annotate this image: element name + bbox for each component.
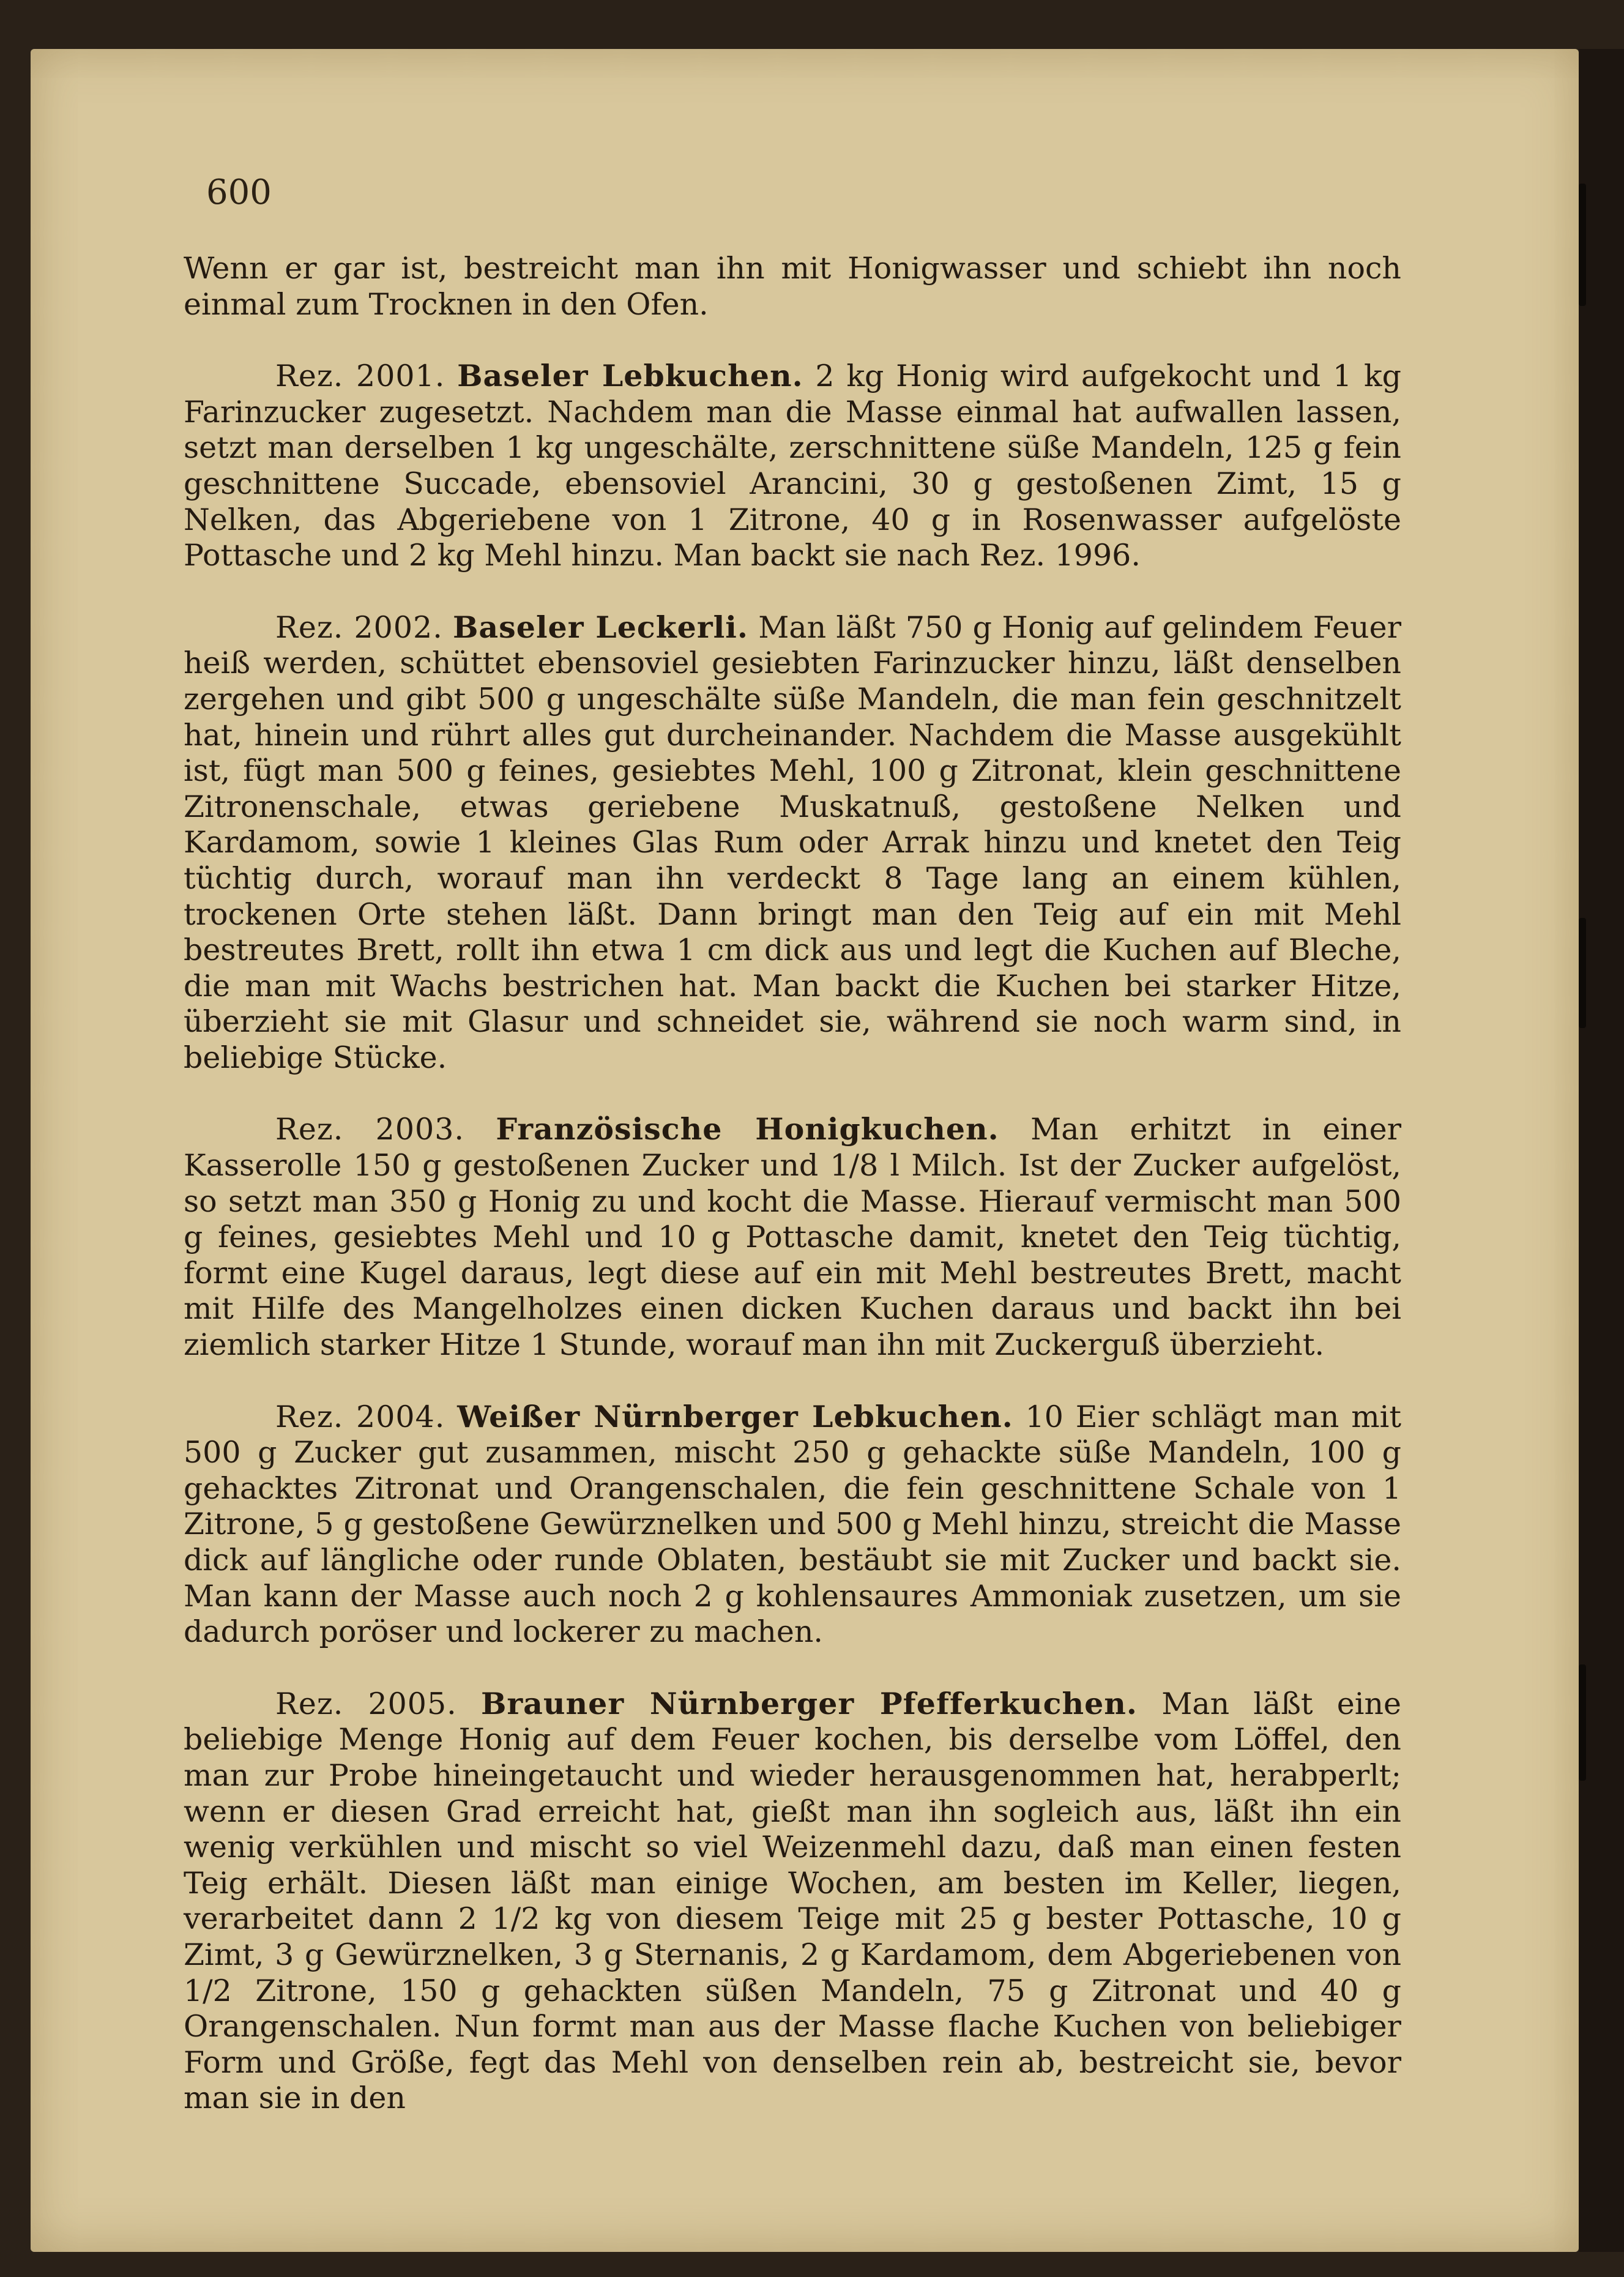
recipe-title: Weißer Nürnberger Lebkuchen.: [457, 1398, 1013, 1434]
recipe-2005: [184, 1686, 1401, 2117]
recipe-number: Rez. 2005.: [275, 1686, 457, 1721]
recipe-title: Baseler Lebkuchen.: [457, 358, 803, 394]
recipe-body: Man läßt 750 g Honig auf gelindem Feuer heiß werden, schüttet ebensoviel gesiebten Farinzucker hinzu, läßt denselben zergehen und gibt 500 g ungeschälte süße Mandeln, die man fein geschnitzelt hat, hinein und rührt alles gut durcheinander. Nachdem die Masse ausgekühlt ist, fügt man 500 g feines, gesiebtes Mehl, 100 g Zitronat, klein geschnittene Zitronenschale, etwas geriebene Muskatnuß, gestoßene Nelken und Kardamom, sowie 1 kleines Glas Rum oder Arrak hinzu und knetet den Teig tüchtig durch, worauf man ihn verdeckt 8 Tage lang an einem kühlen, trockenen Orte stehen läßt. Dann bringt man den Teig auf ein mit Mehl bestreutes Brett, rollt ihn etwa 1 cm dick aus und legt die Kuchen auf Bleche, die man mit Wachs bestrichen hat. Man backt die Kuchen bei starker Hitze, überzieht sie mit Glasur und schneidet sie, während sie noch warm sind, in beliebige Stücke.: [184, 609, 1401, 1075]
page-number: 600: [206, 173, 272, 212]
recipe-title: Brauner Nürnberger Pfefferkuchen.: [480, 1685, 1138, 1721]
recipe-body: Man erhitzt in einer Kasserolle 150 g gestoßenen Zucker und 1/8 l Milch. Ist der Zucker aufgelöst, so setzt man 350 g Honig zu und kocht die Masse. Hierauf vermischt man 500 g feines, gesiebtes Mehl und 10 g Pottasche damit, knetet den Teig tüchtig, formt eine Kugel daraus, legt diese auf ein mit Mehl bestreutes Brett, macht mit Hilfe des Mangelholzes einen dicken Kuchen daraus und backt ihn bei ziemlich starker Hitze 1 Stunde, worauf man ihn mit Zuckerguß überzieht.: [184, 1112, 1401, 1363]
recipe-2002: [184, 609, 1401, 1076]
recipe-title: Französische Honigkuchen.: [496, 1111, 999, 1147]
recipe-title: Baseler Leckerli.: [453, 609, 748, 645]
recipe-2004: [184, 1399, 1401, 1650]
recipe-body: Man läßt eine beliebige Menge Honig auf dem Feuer kochen, bis derselbe vom Löffel, den man zur Probe hineingetaucht und wieder herausgenommen hat, herabperlt; wenn er diesen Grad erreicht hat, gießt man ihn sogleich aus, läßt ihn ein wenig verkühlen und mischt so viel Weizenmehl dazu, daß man einen festen Teig erhält. Diesen läßt man einige Wochen, am besten im Keller, liegen, verarbeitet dann 2 1/2 kg von diesem Teige mit 25 g bester Pottasche, 10 g Zimt, 3 g Gewürznelken, 3 g Sternanis, 2 g Kardamom, dem Abgeriebenen von 1/2 Zitrone, 150 g gehackten süßen Mandeln, 75 g Zitronat und 40 g Orangenschalen. Nun formt man aus der Masse flache Kuchen von beliebiger Form und Größe, fegt das Mehl von denselben rein ab, bestreicht sie, bevor man sie in den: [184, 1686, 1402, 2116]
recipe-2003: [184, 1111, 1401, 1363]
continuation-paragraph: Wenn er gar ist, bestreicht man ihn mit Honigwasser und schiebt ihn noch einmal zum Trocknen in den Ofen.: [184, 251, 1401, 322]
recipe-number: Rez. 2003.: [275, 1112, 464, 1147]
recipe-2001: [184, 358, 1401, 574]
book-binding: [1579, 49, 1624, 2252]
binding-mark: [1579, 1664, 1586, 1781]
recipe-number: Rez. 2002.: [275, 609, 443, 645]
binding-mark: [1579, 184, 1586, 306]
recipe-number: Rez. 2001.: [275, 359, 445, 394]
binding-mark: [1579, 918, 1586, 1028]
recipe-body: 2 kg Honig wird aufgekocht und 1 kg Farinzucker zugesetzt. Nachdem man die Masse einmal hat aufwallen lassen, setzt man derselben 1 kg ungeschälte, zerschnittene süße Mandeln, 125 g fein geschnittene Succade, ebensoviel Arancini, 30 g gestoßenen Zimt, 15 g Nelken, das Abgeriebene von 1 Zitrone, 40 g in Rosenwasser aufgelöste Pottasche und 2 kg Mehl hinzu. Man backt sie nach Rez. 1996.: [184, 359, 1402, 573]
recipe-number: Rez. 2004.: [275, 1399, 445, 1434]
recipe-body: 10 Eier schlägt man mit 500 g Zucker gut zusammen, mischt 250 g gehackte süße Mandeln, 100 g gehacktes Zitronat und Orangenschalen, die fein geschnittene Schale von 1 Zitrone, 5 g gestoßene Gewürznelken und 500 g Mehl hinzu, streicht die Masse dick auf längliche oder runde Oblaten, bestäubt sie mit Zucker und backt sie. Man kann der Masse auch noch 2 g kohlensaures Ammoniak zusetzen, um sie dadurch poröser und lockerer zu machen.: [184, 1399, 1402, 1650]
page-text: [184, 251, 1401, 2152]
